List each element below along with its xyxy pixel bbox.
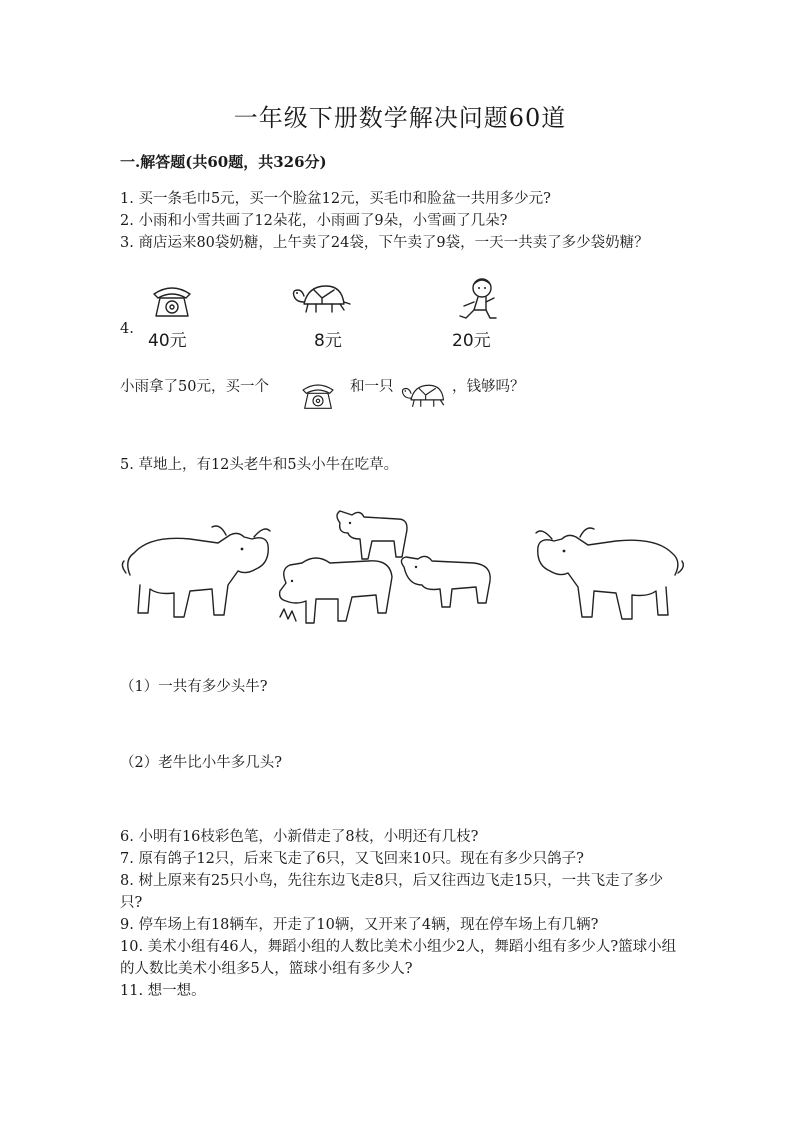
question-5-sub-1: （1）一共有多少头牛? [120,679,268,695]
price-turtle: 8元 [314,331,342,351]
turtle-icon [288,280,352,316]
ox-right-figure [536,528,683,619]
ox-grazing-figure [280,558,392,623]
question-4-number: 4. [120,321,134,337]
question-5-sub-2: （2）老牛比小牛多几头? [120,755,282,771]
question-4-text-b: 和一只 [350,379,394,395]
turtle-icon-inline [398,380,450,410]
calf-top-figure [337,511,407,559]
question-11: 11. 想一想。 [120,983,206,999]
page-title: 一年级下册数学解决问题60道 [233,104,567,132]
cattle-illustration [120,505,685,635]
question-2: 2. 小雨和小雪共画了12朵花，小雨画了9朵，小雪画了几朵? [120,213,508,229]
question-7: 7. 原有鸽子12只，后来飞走了6只，又飞回来10只。现在有多少只鸽子? [120,851,584,867]
question-4-text-a: 小雨拿了50元，买一个 [120,379,269,395]
section-heading: 一.解答题(共60题，共326分) [120,153,327,171]
question-5: 5. 草地上，有12头老牛和5头小牛在吃草。 [120,457,399,473]
ox-left-figure [122,526,270,617]
question-4-text-c: ，钱够吗？ [452,379,525,395]
telephone-icon [148,280,196,320]
calf-right-figure [401,556,490,607]
question-1: 1. 买一条毛巾5元，买一个脸盆12元，买毛巾和脸盆一共用多少元? [120,191,551,207]
price-boy-toy: 20元 [452,331,491,351]
question-8: 8. 树上原来有25只小鸟，先往东边飞走8只，后又往西边飞走15只，一共飞走了多少只? [120,873,664,911]
question-9: 9. 停车场上有18辆车，开走了10辆，又开来了4辆，现在停车场上有几辆? [120,917,599,933]
question-10: 10. 美术小组有46人，舞蹈小组的人数比美术小组少2人，舞蹈小组有多少人?篮球小组的人数比美术小组多5人，篮球小组有多少人? [120,939,677,977]
question-6: 6. 小明有16枝彩色笔，小新借走了8枝，小明还有几枝? [120,829,479,845]
price-telephone: 40元 [148,331,187,351]
boy-toy-icon [456,276,500,322]
telephone-icon-inline [298,377,338,413]
question-3: 3. 商店运来80袋奶糖，上午卖了24袋，下午卖了9袋，一天一共卖了多少袋奶糖？ [120,235,649,251]
